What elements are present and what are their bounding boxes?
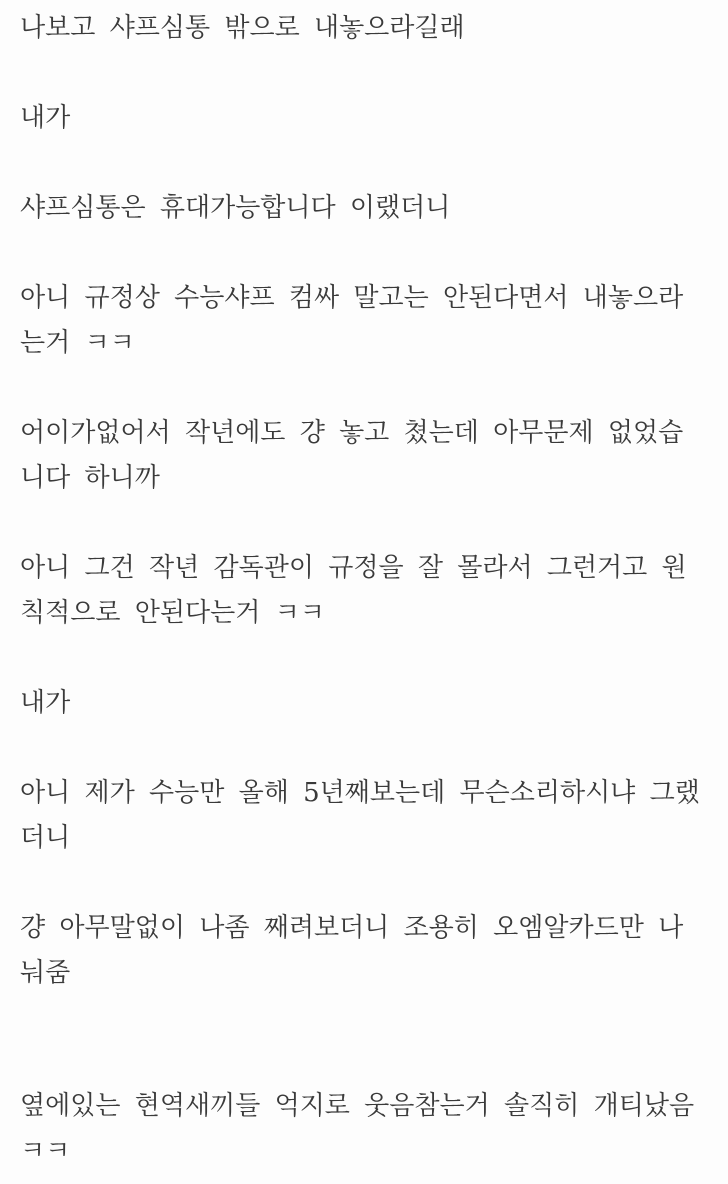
post-paragraph: 아니 그건 작년 감독관이 규정을 잘 몰라서 그런거고 원칙적으로 안된다는거 ㅋㅋ — [20, 553, 687, 628]
post-paragraph: 아니 규정상 수능샤프 컴싸 말고는 안된다면서 내놓으라는거 ㅋㅋ — [20, 283, 684, 358]
post-paragraph: 샤프심통은 휴대가능합니다 이랬더니 — [20, 193, 451, 223]
post-paragraph: 어이가없어서 작년에도 걍 놓고 쳤는데 아무문제 없었습니다 하니까 — [20, 418, 684, 493]
post-paragraph: 내가 — [20, 103, 71, 133]
post-paragraph: 걍 아무말없이 나좀 째려보더니 조용히 오엠알카드만 나눠줌 — [20, 913, 684, 988]
post-paragraph: 아니 제가 수능만 올해 5년째보는데 무슨소리하시냐 그랬더니 — [20, 778, 700, 853]
post-paragraph: 옆에있는 현역새끼들 억지로 웃음참는거 솔직히 개티났음 ㅋㅋ — [20, 1091, 695, 1166]
post-paragraph: 내가 — [20, 688, 71, 718]
post-paragraph: 나보고 샤프심통 밖으로 내놓으라길래 — [20, 13, 465, 43]
